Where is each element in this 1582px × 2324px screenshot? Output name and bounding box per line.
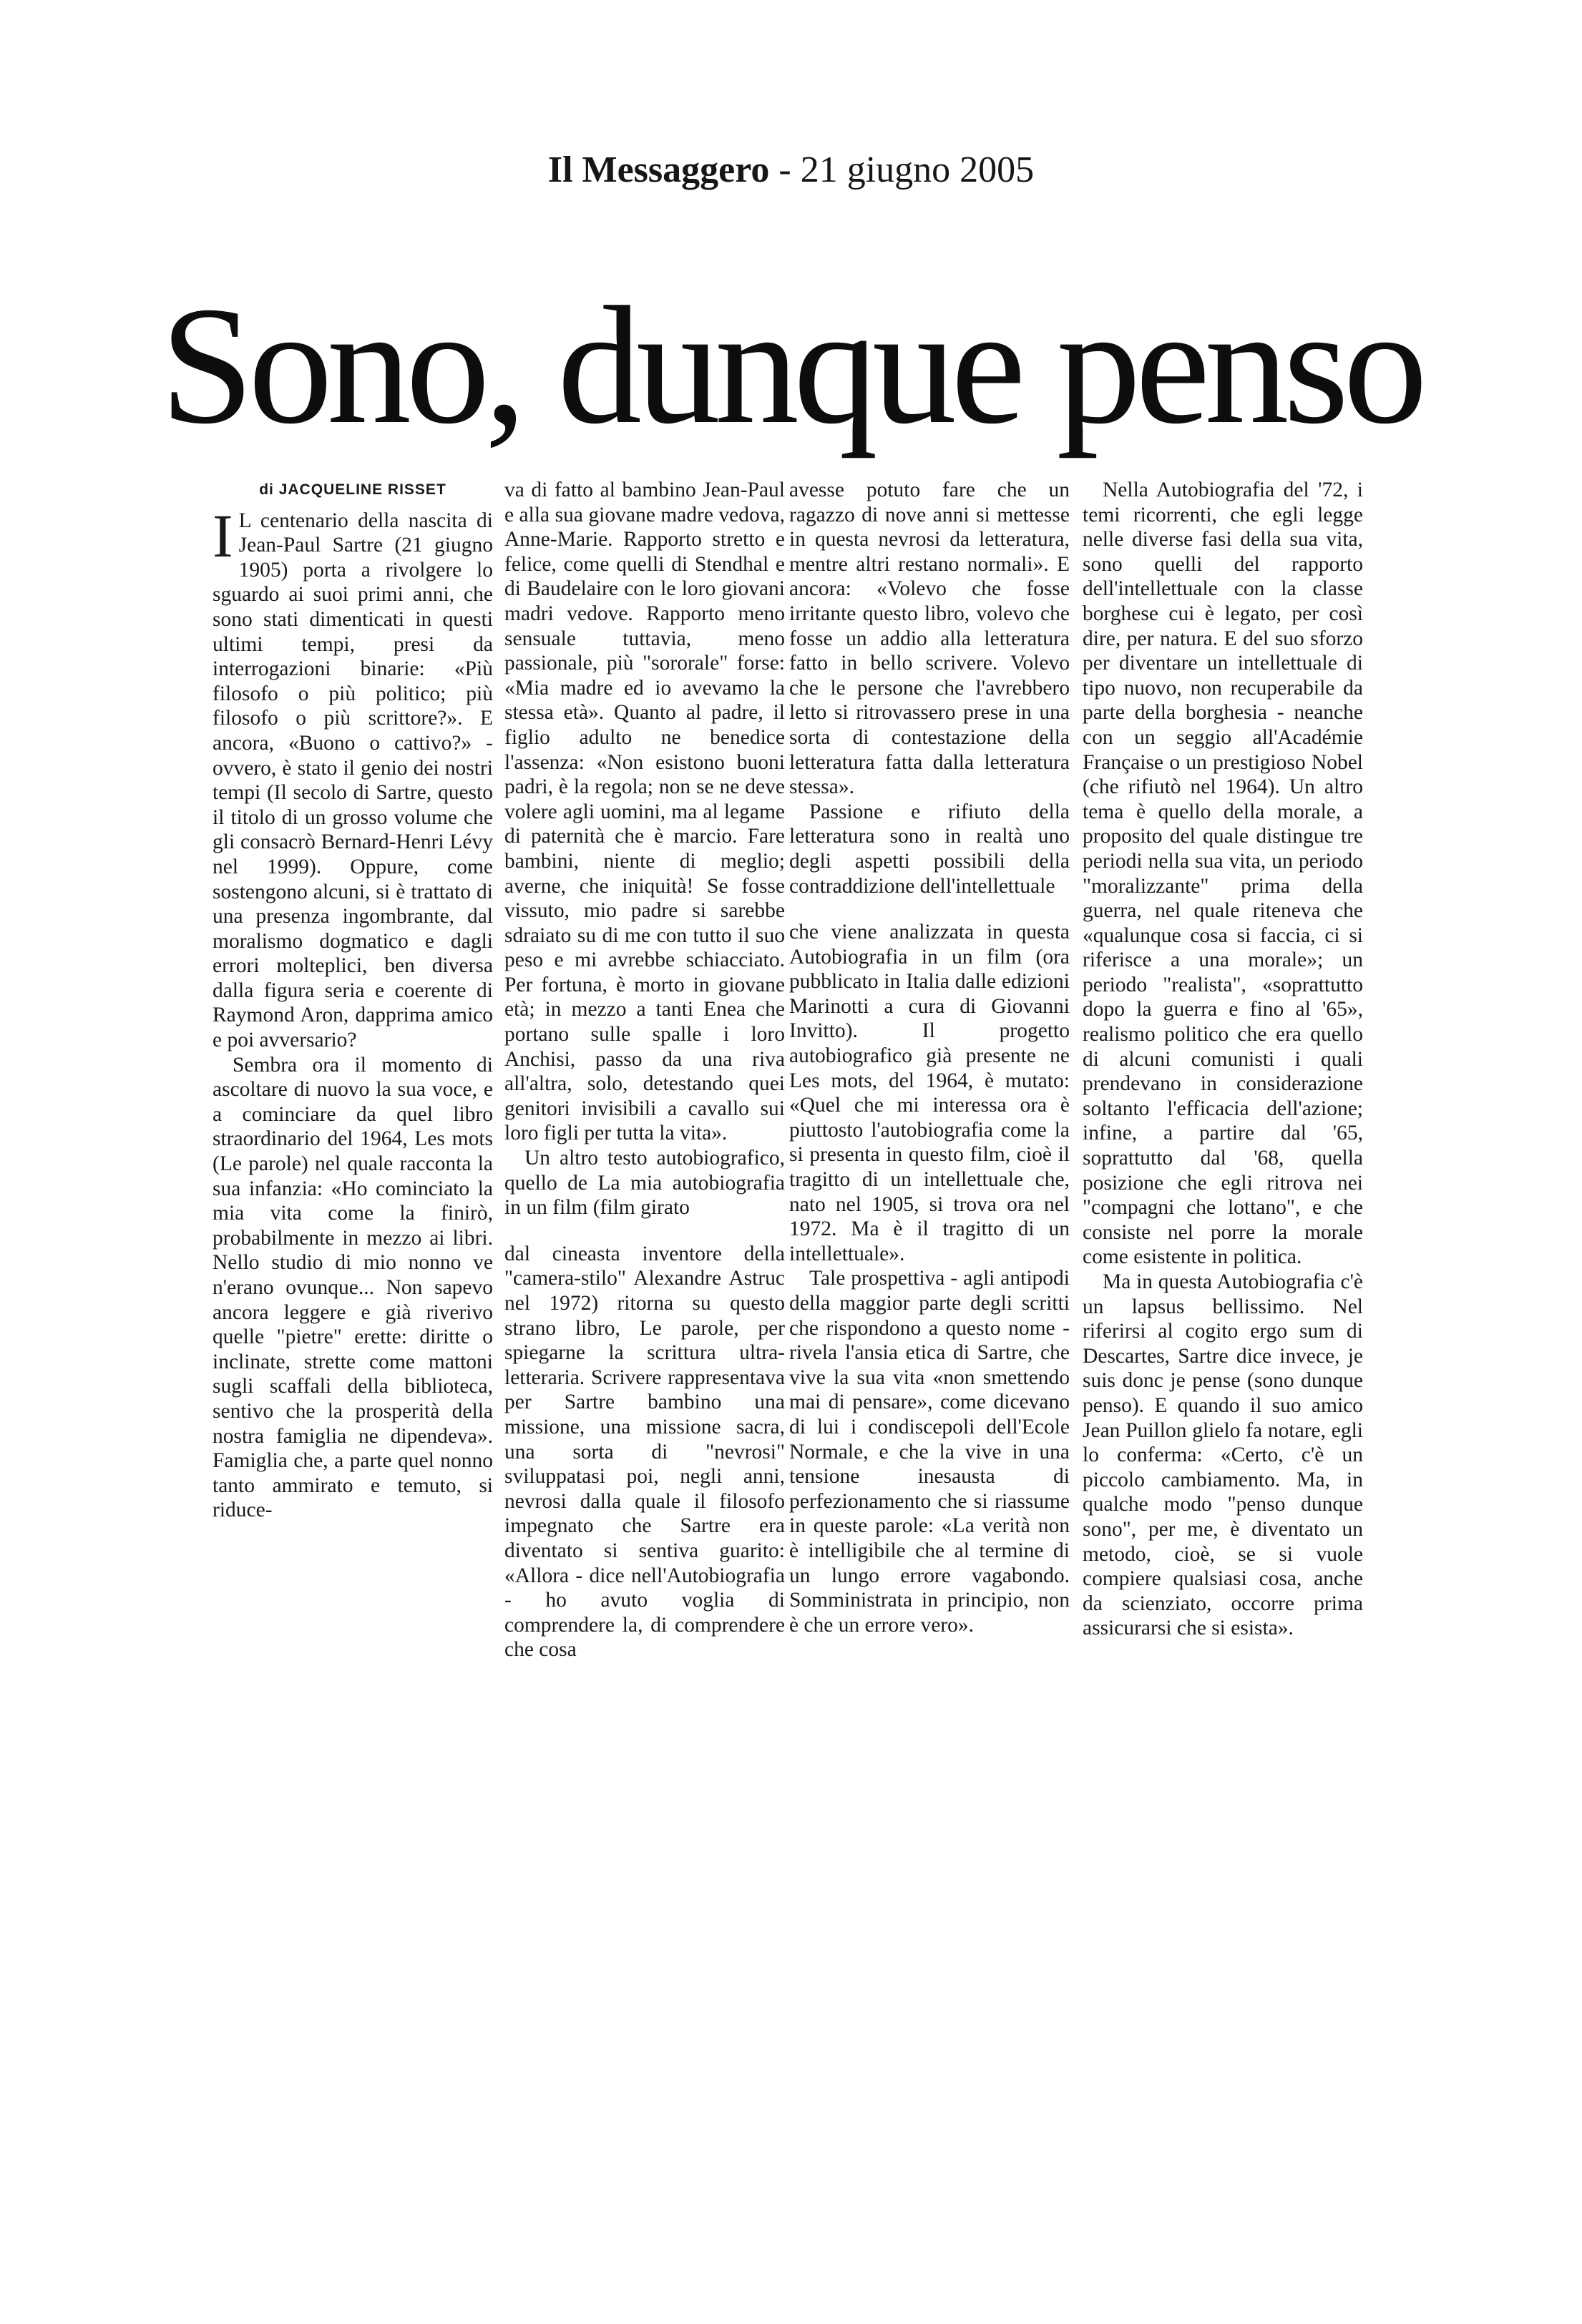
article-paragraph: Nella Autobiografia del '72, i temi ricorrenti, che egli legge nelle diverse fasi della sua vita, sono quelli del rapporto dell'intellettuale con la classe borghese cui è legato, per così dire, per natura. E del suo sforzo per diventare un intellettuale di tipo nuovo, non recuperabile da parte della borghesia - neanche con un seggio all'Académie Française o un prestigioso Nobel (che rifiutò nel 1964). Un altro tema è quello della morale, a proposito del quale distingue tre periodi nella sua vita, un periodo "moralizzante" prima della guerra, nel quale riteneva che «qualunque cosa si faccia, ci si riferisce a una morale»; un periodo "realista", «soprattutto dopo la guerra e fino al '65», realismo politico che era quello di alcuni comunisti i quali prendevano in considerazione soltanto l'efficacia dell'azione; infine, a partire dal '65, soprattutto dal '68, quella posizione che egli ritrova nei "compagni che lottano", e che consiste nel porre la morale come esistente in politica. xyxy=(1083,479,1363,1269)
article-paragraph: Tale prospettiva - agli antipodi della maggior parte degli scritti che rispondono a questo nome - rivela l'ansia etica di Sartre, che vive la sua vita «non smettendo mai di pensare», come dicevano di lui i condiscepoli dell'Ecole Normale, e che la vive in una tensione inesausta di perfezionamento che si riassume in queste parole: «La verità non è intelligibile che al termine di un lungo errore vagabondo. Somministrata in principio, non è che un errore vero». xyxy=(789,1267,1070,1637)
article-paragraph: Un altro testo autobiografico, quello de La mia autobiografia in un film (film girato xyxy=(504,1147,785,1220)
article-byline: di JACQUELINE RISSET xyxy=(259,481,446,498)
publication-date: 21 giugno 2005 xyxy=(800,149,1035,190)
article-column-2 xyxy=(504,478,785,1662)
drop-cap: I xyxy=(213,501,233,570)
article-column-4 xyxy=(1083,478,1363,1640)
article-paragraph: Sembra ora il momento di ascoltare di nuovo la sua voce, e a cominciare da quel libro straordinario del 1964, Les mots (Le parole) nel quale racconta la sua infanzia: «Ho cominciato la mia vita come la finirò, probabilmente in mezzo ai libri. Nello studio di mio nonno ve n'erano ovunque... Non sapevo ancora leggere e già riverivo quelle "pietre" erette: diritte o inclinate, strette come mattoni sugli scaffali della biblioteca, sentivo che la prosperità della nostra famiglia ne dipendeva». Famiglia che, a parte quel nonno tanto ammirato e temuto, si riduce- xyxy=(213,1053,493,1522)
article-paragraph: va di fatto al bambino Jean-Paul e alla sua giovane madre vedova, Anne-Marie. Rapporto stretto e felice, come quelli di Stendhal e di Baudelaire con le loro giovani madri vedove. Rapporto meno sensuale tuttavia, meno passionale, più "sororale" forse: «Mia madre ed io avevamo la stessa età». Quanto al padre, il figlio adulto ne benedice l'assenza: «Non esistono buoni padri, è la regola; non se ne deve volere agli uomini, ma al legame di paternità che è marcio. Fare bambini, niente di meglio; averne, che iniquità! Se fosse vissuto, mio padre si sarebbe sdraiato su di me con tutto il suo peso e mi avrebbe schiacciato. Per fortuna, è morto in giovane età; in mezzo a tanti Enea che portano sulle spalle i loro Anchisi, passo da una riva all'altra, solo, detestando quei genitori invisibili a cavallo sui loro figli per tutta la vita». xyxy=(504,479,785,1145)
paragraph-text: L centenario della nascita di Jean-Paul Sartre (21 giugno 1905) porta a rivolgere lo sguardo ai suoi primi anni, che sono stati dimenticati in questi ultimi tempi, presi da interrogazioni binarie: «Più filosofo o più politico; più filosofo o più scrittore?». E ancora, «Buono o cattivo?» - ovvero, è stato il genio dei nostri tempi (Il secolo di Sartre, questo il titolo di un grosso volume che gli consacrò Bernard-Henri Lévy nel 1999). Oppure, come sostengono alcuni, si è trattato di una presenza ingombrante, dal moralismo dogmatico e dagli errori molteplici, ben diversa dalla figura seria e coerente di Raymond Aron, dapprima amico e poi avversario? xyxy=(213,509,493,1052)
article-paragraph xyxy=(213,501,493,1053)
article-column-3 xyxy=(789,478,1070,1637)
article-paragraph: Ma in questa Autobiografia c'è un lapsus bellissimo. Nel riferirsi al cogito ergo sum di Descartes, Sartre dice invece, je suis donc je pense (sono dunque penso). E quando il suo amico Jean Puillon glielo fa notare, egli lo conferma: «Certo, c'è un piccolo cambiamento. Ma, in qualche modo "penso dunque sono", per me, è diventato un metodo, cioè, se si vuole compiere qualsiasi cosa, anche da scienziato, occorre prima assicurarsi che si esista». xyxy=(1083,1270,1363,1640)
article-paragraph: Passione e rifiuto della letteratura sono in realtà uno degli aspetti possibili della contraddizione dell'intellettuale xyxy=(789,800,1070,898)
newspaper-name: Il Messaggero xyxy=(547,149,770,190)
masthead-separator: - xyxy=(769,149,801,190)
masthead xyxy=(0,149,1582,191)
article-headline: Sono, dunque penso xyxy=(160,273,1422,459)
article-paragraph: avesse potuto fare che un ragazzo di nove anni si mettesse in questa nevrosi da letteratura, mentre altri restano normali». E ancora: «Volevo che fosse irritante questo libro, volevo che fosse un addio alla letteratura fatto in bello scrivere. Volevo che le persone che l'avrebbero letto si ritrovassero prese in una sorta di contestazione della letteratura fatta dalla letteratura stessa». xyxy=(789,479,1070,799)
article-paragraph: dal cineasta inventore della "camera-stilo" Alexandre Astruc nel 1972) ritorna su questo strano libro, Le parole, per spiegarne la scrittura ultra-letteraria. Scrivere rappresentava per Sartre bambino una missione, una missione sacra, una sorta di "nevrosi" sviluppatasi poi, negli anni, nevrosi dalla quale il filosofo impegnato che Sartre era diventato si sentiva guarito: «Allora - dice nell'Autobiografia - ho avuto voglia di comprendere la, di comprendere che cosa xyxy=(504,1242,785,1662)
article-paragraph: che viene analizzata in questa Autobiografia in un film (ora pubblicato in Italia dalle edizioni Marinotti a cura di Giovanni Invitto). Il progetto autobiografico già presente ne Les mots, del 1964, è mutato: «Quel che mi interessa ora è piuttosto l'autobiografia come la si presenta in questo film, cioè il tragitto di un intellettuale che, nato nel 1905, si trova ora nel 1972. Ma è il tragitto di un intellettuale». xyxy=(789,921,1070,1265)
article-column-1 xyxy=(213,478,493,1522)
